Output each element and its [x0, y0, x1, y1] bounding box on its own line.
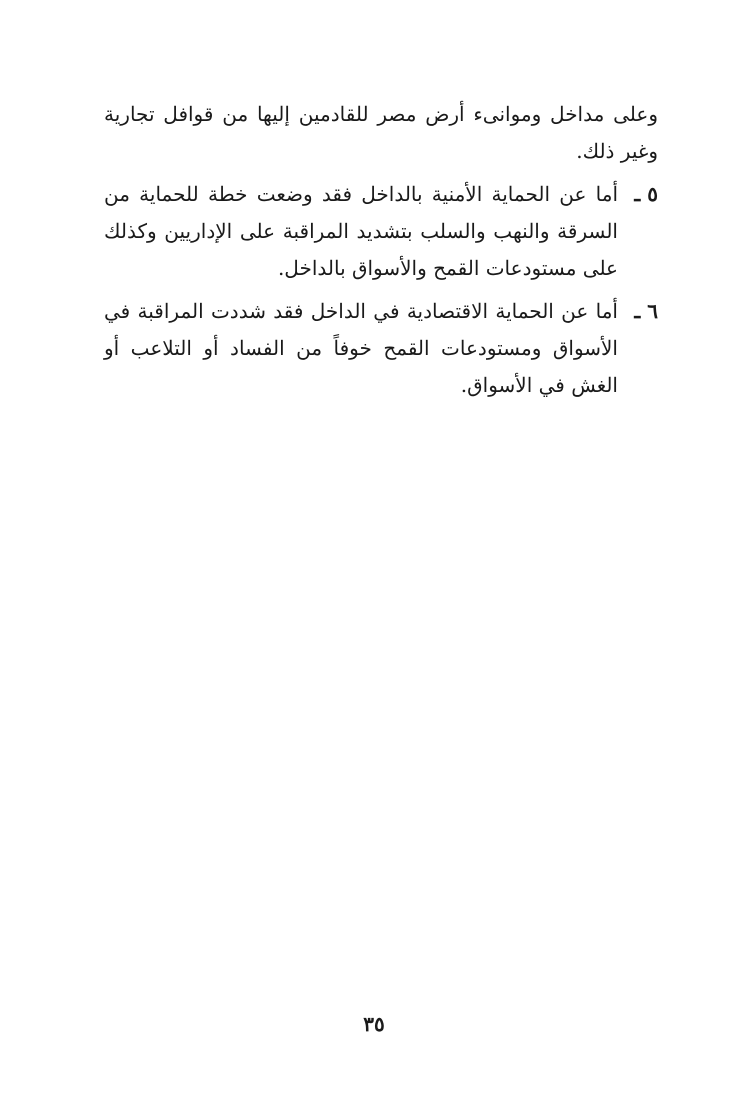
list-item-5 [104, 176, 658, 287]
page-body [104, 96, 658, 410]
list-item-number: ٥ ـ [634, 182, 658, 206]
list-item-text: أما عن الحماية الاقتصادية في الداخل فقد شددت المراقبة في الأسواق ومستودعات القمح خوفاً من الفساد أو التلاعب أو الغش في الأسواق. [104, 299, 618, 397]
list-item-6 [104, 293, 658, 404]
list-item-number: ٦ ـ [634, 299, 658, 323]
intro-paragraph: وعلى مداخل وموانىء أرض مصر للقادمين إليها من قوافل تجارية وغير ذلك. [104, 102, 658, 163]
list-item-text: أما عن الحماية الأمنية بالداخل فقد وضعت خطة للحماية من السرقة والنهب والسلب بتشديد المراقبة على الإداريين وكذلك على مستودعات القمح والأسواق بالداخل. [104, 182, 618, 280]
page-number: ٣٥ [363, 1012, 385, 1036]
